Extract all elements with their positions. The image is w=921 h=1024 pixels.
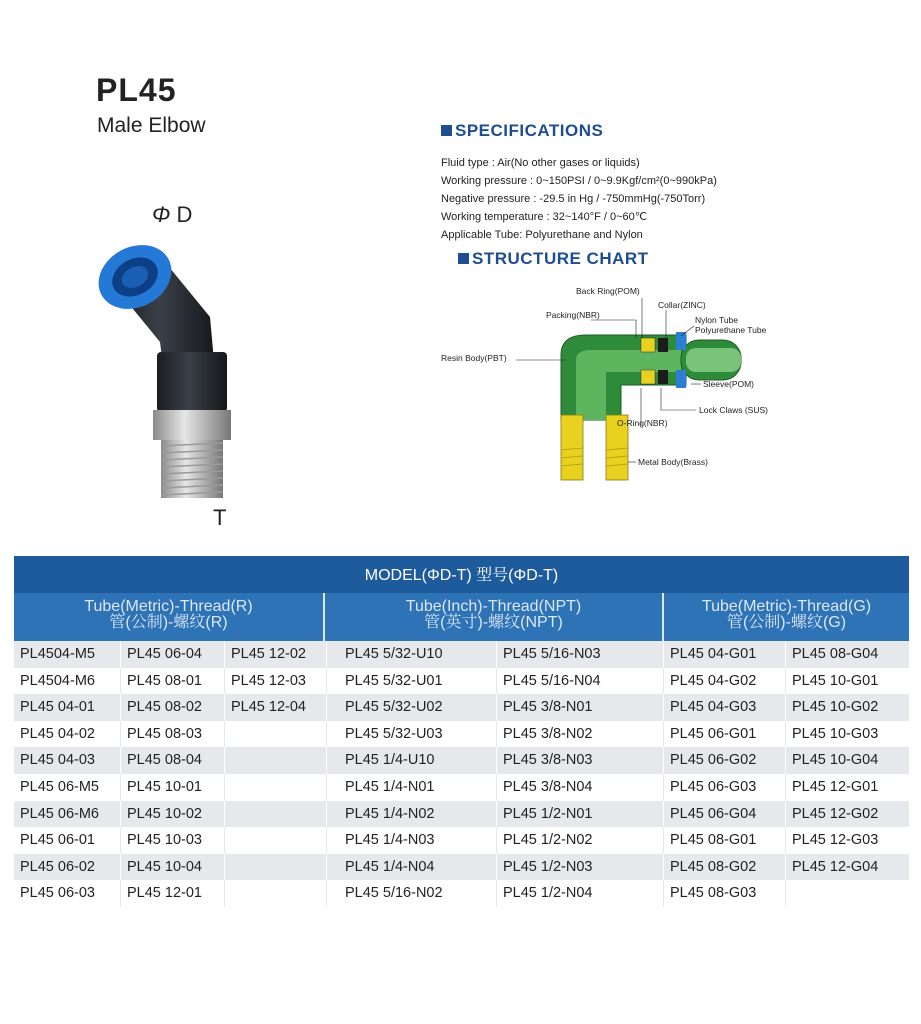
table-cell: PL45 04-02 xyxy=(14,721,121,748)
product-code: PL45 xyxy=(96,72,177,108)
thread-label: T xyxy=(213,505,227,530)
diameter-letter: D xyxy=(176,202,193,227)
table-row xyxy=(14,827,909,854)
table-cell: PL45 10-G02 xyxy=(792,699,879,716)
table-cell: PL45 1/4-U10 xyxy=(327,747,497,774)
table-cell: PL45 06-M6 xyxy=(14,801,121,828)
table-cell xyxy=(225,721,327,748)
table-row xyxy=(14,854,909,881)
table-cell: PL45 10-02 xyxy=(121,801,225,828)
structure-diagram xyxy=(436,280,816,490)
table-cell: PL45 06-04 xyxy=(121,641,225,668)
table-cell: PL45 06-M5 xyxy=(14,774,121,801)
structure-heading: STRUCTURE CHART xyxy=(458,249,649,269)
group-header-metric-g: Tube(Metric)-Thread(G) 管(公制)-螺纹(G) xyxy=(701,598,872,631)
table-cell: PL45 10-G04 xyxy=(792,752,879,769)
table-cell: PL45 5/32-U10 xyxy=(327,641,497,668)
table-cell: PL4504-M6 xyxy=(14,668,121,695)
table-cell: PL45 10-G01 xyxy=(792,672,879,689)
table-row xyxy=(14,801,909,828)
group-header-inch-npt: Tube(Inch)-Thread(NPT) 管(英寸)-螺纹(NPT) xyxy=(325,593,664,641)
label-packing: Packing(NBR) xyxy=(546,310,600,320)
table-cell: PL45 10-01 xyxy=(121,774,225,801)
table-cell xyxy=(225,827,327,854)
table-cell: PL45 08-03 xyxy=(121,721,225,748)
table-cell: PL45 08-G03 xyxy=(664,880,786,907)
table-cell: PL45 5/16-N03 xyxy=(497,641,664,668)
table-cell: PL45 1/4-N03 xyxy=(327,827,497,854)
specifications-list xyxy=(441,154,717,244)
table-cell: PL45 06-G01 xyxy=(664,721,786,748)
table-cell: PL45 12-G03 xyxy=(792,832,879,849)
table-cell: PL45 3/8-N04 xyxy=(497,774,664,801)
table-cell xyxy=(225,880,327,907)
table-cell: PL45 3/8-N01 xyxy=(497,694,664,721)
model-header: MODEL(ΦD-T) 型号(ΦD-T) xyxy=(14,556,909,593)
table-row xyxy=(14,774,909,801)
spec-line: Applicable Tube: Polyurethane and Nylon xyxy=(441,229,643,241)
table-cell: PL45 04-G01 xyxy=(664,641,786,668)
table-cell: PL45 1/2-N02 xyxy=(497,827,664,854)
table-row xyxy=(14,694,909,721)
diameter-label: Φ D xyxy=(152,202,193,227)
label-sleeve: Sleeve(POM) xyxy=(703,379,755,389)
table-cell: PL45 08-G02 xyxy=(664,854,786,881)
table-cell: PL45 08-G01 xyxy=(664,827,786,854)
table-cell: PL45 12-G04 xyxy=(792,858,879,875)
heading-square-icon xyxy=(441,125,452,136)
table-cell: PL45 06-01 xyxy=(14,827,121,854)
table-cell: PL45 5/16-N02 xyxy=(327,880,497,907)
table-cell: PL45 12-04 xyxy=(225,694,327,721)
table-row xyxy=(14,721,909,748)
table-cell: PL45 04-03 xyxy=(14,747,121,774)
table-cell: PL45 12-01 xyxy=(121,880,225,907)
table-cell xyxy=(225,854,327,881)
table-cell: PL45 12-02 xyxy=(225,641,327,668)
table-cell xyxy=(225,801,327,828)
table-cell: PL45 1/4-N04 xyxy=(327,854,497,881)
label-o-ring: O-Ring(NBR) xyxy=(617,418,668,428)
label-nylon-tube: Nylon Tube xyxy=(695,315,738,325)
table-cell: PL45 1/2-N01 xyxy=(497,801,664,828)
table-cell: PL45 04-01 xyxy=(14,694,121,721)
heading-square-icon xyxy=(458,253,469,264)
table-cell: PL45 3/8-N02 xyxy=(497,721,664,748)
table-cell: PL45 08-04 xyxy=(121,747,225,774)
table-cell: PL45 5/32-U03 xyxy=(327,721,497,748)
spec-line: Working pressure : 0~150PSI / 0~9.9Kgf/cm²(0~990kPa) xyxy=(441,175,717,187)
table-cell: PL45 08-01 xyxy=(121,668,225,695)
table-cell: PL45 12-G02 xyxy=(792,805,879,822)
spec-line: Fluid type : Air(No other gases or liquids) xyxy=(441,157,640,169)
label-lock-claws: Lock Claws (SUS) xyxy=(699,405,768,415)
table-cell: PL45 1/2-N03 xyxy=(497,854,664,881)
group-header-metric-r: Tube(Metric)-Thread(R) 管(公制)-螺纹(R) xyxy=(14,593,325,641)
table-cell xyxy=(225,747,327,774)
table-cell: PL45 12-G01 xyxy=(792,778,879,795)
table-cell: PL45 10-G03 xyxy=(792,725,879,742)
table-cell: PL45 04-G03 xyxy=(664,694,786,721)
table-cell: PL45 10-03 xyxy=(121,827,225,854)
table-cell xyxy=(225,774,327,801)
fitting-image xyxy=(95,232,245,507)
table-row xyxy=(14,747,909,774)
label-collar: Collar(ZINC) xyxy=(658,300,706,310)
table-cell: PL45 5/16-N04 xyxy=(497,668,664,695)
table-cell: PL45 12-03 xyxy=(225,668,327,695)
product-name: Male Elbow xyxy=(97,114,206,137)
table-cell: PL4504-M5 xyxy=(14,641,121,668)
table-cell: PL45 1/2-N04 xyxy=(497,880,664,907)
label-pu-tube: Polyurethane Tube xyxy=(695,325,767,335)
label-back-ring: Back Ring(POM) xyxy=(576,286,640,296)
table-cell xyxy=(786,880,909,907)
table-cell: PL45 1/4-N01 xyxy=(327,774,497,801)
spec-line: Working temperature : 32~140°F / 0~60℃ xyxy=(441,211,648,223)
table-cell: PL45 04-G02 xyxy=(664,668,786,695)
table-cell: PL45 08-02 xyxy=(121,694,225,721)
table-cell: PL45 06-03 xyxy=(14,880,121,907)
group-header-row xyxy=(14,593,909,641)
table-cell: PL45 10-04 xyxy=(121,854,225,881)
label-metal-body: Metal Body(Brass) xyxy=(638,457,708,467)
table-row xyxy=(14,641,909,668)
specifications-heading: SPECIFICATIONS xyxy=(441,121,603,141)
table-cell: PL45 5/32-U02 xyxy=(327,694,497,721)
table-cell: PL45 1/4-N02 xyxy=(327,801,497,828)
table-cell: PL45 06-G02 xyxy=(664,747,786,774)
table-cell: PL45 06-G03 xyxy=(664,774,786,801)
label-resin-body: Resin Body(PBT) xyxy=(441,353,507,363)
table-cell: PL45 06-02 xyxy=(14,854,121,881)
table-cell: PL45 5/32-U01 xyxy=(327,668,497,695)
model-table xyxy=(14,556,909,907)
table-cell: PL45 08-G04 xyxy=(792,646,879,662)
spec-line: Negative pressure : -29.5 in Hg / -750mmHg(-750Torr) xyxy=(441,193,706,205)
table-row xyxy=(14,880,909,907)
table-cell: PL45 3/8-N03 xyxy=(497,747,664,774)
table-body xyxy=(14,641,909,907)
table-row xyxy=(14,668,909,695)
table-cell: PL45 06-G04 xyxy=(664,801,786,828)
